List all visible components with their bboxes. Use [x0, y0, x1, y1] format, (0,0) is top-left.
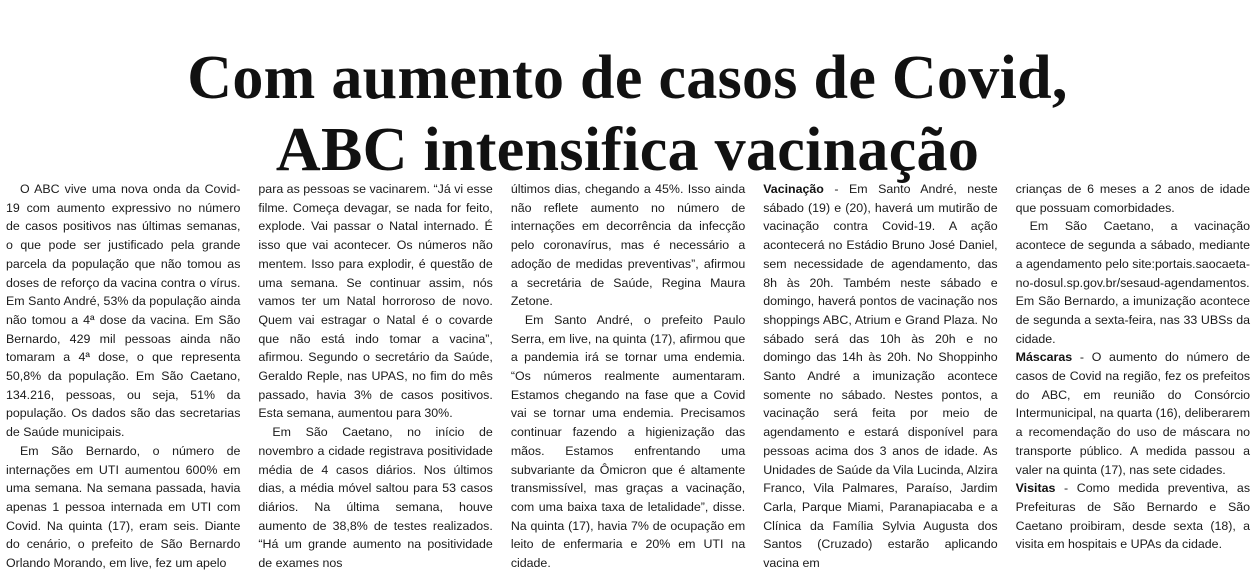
paragraph-mascaras: [1016, 348, 1250, 479]
subhead-vacinacao: Vacinação: [763, 182, 824, 196]
subhead-visitas: Visitas: [1015, 481, 1056, 496]
headline-line-2: ABC intensifica vacinação: [275, 115, 980, 184]
column-2: [258, 180, 493, 571]
column-5: [1016, 180, 1250, 552]
paragraph: Em São Caetano, a vacinação acontece de segunda a sábado, mediante a agendamento pelo site:portais.saocaeta-no-dosul.sp.gov.br/sesaud-agendamentos. Em São Bernardo, a imunização acontece de segunda a sexta-feira, nas 33 UBSs da cidade.: [1015, 219, 1251, 346]
paragraph-text: - Como medida preventiva, as Prefeituras de São Bernardo e São Caetano proibiram, desde sexta (18), a visita em hospitais e UPAs da cidade.: [1015, 481, 1251, 552]
paragraph-vacinacao: [763, 180, 997, 573]
paragraph-text: - Em Santo André, neste sábado (19) e (20), haverá um mutirão de vacinação contra Covid-19. A ação acontecerá no Estádio Bruno José Daniel, sem necessidade de agendamento, das 8h às 20h. Também neste sábado e domingo, haverá pontos de vacinação nos shoppings ABC, Atrium e Grand Plaza. No sábado será das 10h às 20h e no domingo das 14h às 20h. No Shoppinho Santo André a imunização acontece somente no sábado. Nestes pontos, a vacinação será feita por meio de agendamento e estará disponível para pessoas acima dos 3 anos de idade. As Unidades de Saúde da Vila Lucinda, Alzira Franco, Vila Palmares, Paraíso, Jardim Carla, Parque Miami, Paranapiacaba e a Clínica da Família Sylvia Augusta dos Santos (Cruzado) estarão aplicando vacina em: [763, 182, 998, 571]
column-4: [763, 180, 998, 571]
paragraph: Em São Bernardo, o número de internações em UTI aumentou 600% em uma semana. Na semana passada, havia apenas 1 pessoa internada em UTI com Covid. Na quinta (17), eram seis. Diante do cenário, o prefeito de São Bernardo Orlando Morando, em live, fez um apelo: [6, 443, 241, 571]
headline: [0, 42, 1255, 186]
headline-line-1: Com aumento de casos de Covid,: [187, 43, 1068, 112]
paragraph: crianças de 6 meses a 2 anos de idade que possuam comorbidades.: [1015, 182, 1251, 215]
paragraph: para as pessoas se vacinarem. “Já vi esse filme. Começa devagar, se nada for feito, explode. Vai passar o Natal internado. É isso que vai acontecer. Os números não mentem. Isso para explodir, é questão de uma semana. Se continuar assim, nós vamos ter um Natal horroroso de novo. Quem vai estragar o Natal é o covarde que não está indo tomar a vacina”, afirmou. Segundo o secretário da Saúde, Geraldo Reple, nas UPAS, no fim do mês passado, havia 3% de casos positivos. Esta semana, aumentou para 30%.: [258, 182, 493, 421]
paragraph-text: - O aumento do número de casos de Covid na região, fez os prefeitos do ABC, em reunião do Consórcio Intermunicipal, na quarta (16), deliberarem a recomendação do uso de máscara no transporte público. A medida passou a valer na quinta (17), nas sete cidades.: [1015, 350, 1251, 477]
article-body: [6, 180, 1251, 571]
paragraph: Em São Caetano, no início de novembro a cidade registrava positividade média de 4 casos diários. Nos últimos dias, a média móvel saltou para 53 casos diários. Na última semana, houve aumento de 38,8% de testes realizados. “Há um grande aumento na positividade de exames nos: [258, 425, 493, 571]
paragraph: Em Santo André, o prefeito Paulo Serra, em live, na quinta (17), afirmou que a pandemia irá se tornar uma endemia. “Os números realmente aumentaram. Estamos chegando na fase que a Covid vai se tornar uma endemia. Precisamos continuar fazendo a higienização das mãos. Estamos enfrentando uma subvariante da Ômicron que é altamente transmissível, mas graças a vacinação, com uma baixa taxa de letalidade”, disse. Na quinta (17), havia 7% de ocupação em leito de enfermaria e 20% em UTI na cidade.: [510, 312, 746, 571]
paragraph-visitas: [1016, 479, 1250, 554]
column-3: [510, 180, 746, 571]
subhead-mascaras: Máscaras: [1015, 350, 1073, 365]
paragraph: O ABC vive uma nova onda da Covid-19 com aumento expressivo no número de casos positivos nas últimas semanas, o que pode ser justificado pela grande parcela da população que não tomou as doses de reforço da vacina contra o vírus. Em Santo André, 53% da população ainda não tomou a 4ª dose da vacina. Em São Bernardo, 429 mil pessoas ainda não tomaram a 4ª dose, o que representa 50,8% da população. Em São Caetano, 134.216, pessoas, ou seja, 51% da população. Os dados são das secretarias de Saúde municipais.: [6, 182, 241, 440]
column-1: [6, 180, 241, 571]
paragraph: últimos dias, chegando a 45%. Isso ainda não reflete aumento no número de internações em decorrência da infecção pelo coronavírus, mas é necessário a adoção de medidas preventivas”, afirmou a secretária de Saúde, Regina Maura Zetone.: [510, 182, 746, 309]
